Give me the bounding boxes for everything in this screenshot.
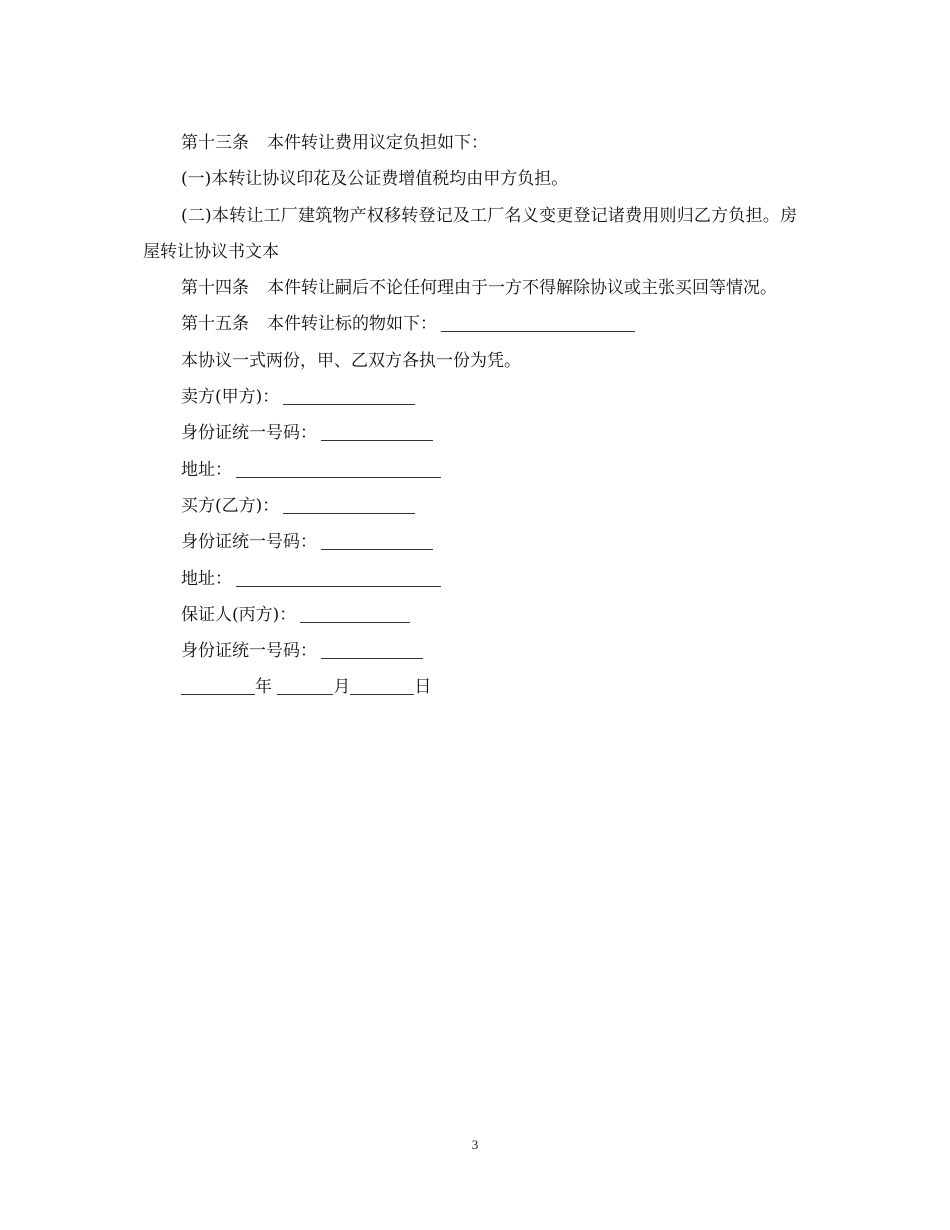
article-14-text: 本件转让嗣后不论任何理由于一方不得解除协议或主张买回等情况。: [267, 278, 777, 299]
buyer-address-line: [143, 561, 803, 597]
day-label: 日: [414, 677, 432, 698]
article-13: [143, 125, 803, 161]
date-line: [143, 669, 803, 705]
year-label: 年: [255, 677, 272, 698]
month-blank[interactable]: [277, 676, 333, 695]
article-14: [143, 270, 797, 306]
seller-address-label: 地址：: [181, 459, 232, 480]
buyer-line: [143, 488, 803, 524]
page-number: 3: [471, 1137, 479, 1152]
guarantor-label: 保证人(丙方)：: [181, 604, 297, 625]
buyer-address-label: 地址：: [181, 568, 232, 589]
article-15: [143, 306, 803, 342]
month-label: 月: [333, 677, 351, 698]
guarantor-id-label: 身份证统一号码：: [181, 641, 317, 662]
copies-statement: 本协议一式两份，甲、乙双方各执一份为凭。: [181, 350, 521, 371]
buyer-blank[interactable]: [283, 495, 415, 514]
seller-blank[interactable]: [283, 386, 415, 405]
article-14-heading: 第十四条: [181, 278, 249, 299]
clause-1: (一)本转让协议印花及公证费增值税均由甲方负担。: [181, 169, 569, 190]
clause-2: (二)本转让工厂建筑物产权移转登记及工厂名义变更登记诸费用则归乙方负担。房屋转让协议书文本: [143, 205, 797, 262]
article-13-heading: 第十三条: [181, 133, 249, 153]
seller-id-blank[interactable]: [321, 422, 433, 441]
seller-id-label: 身份证统一号码：: [181, 423, 317, 444]
buyer-id-label: 身份证统一号码：: [181, 532, 317, 553]
buyer-id-line: [143, 524, 803, 560]
buyer-label: 买方(乙方)：: [181, 495, 280, 516]
article-15-heading: 第十五条: [181, 314, 249, 335]
seller-address-blank[interactable]: [236, 459, 441, 478]
guarantor-line: [143, 597, 803, 633]
seller-address-line: [143, 452, 803, 488]
year-blank[interactable]: [181, 676, 255, 695]
seller-id-line: [143, 415, 803, 451]
seller-line: [143, 379, 803, 415]
document-body: [143, 125, 803, 706]
guarantor-blank[interactable]: [300, 604, 410, 623]
guarantor-id-line: [143, 633, 803, 669]
subject-matter-blank[interactable]: [441, 313, 635, 332]
article-13-text: 本件转让费用议定负担如下：: [267, 133, 488, 153]
buyer-id-blank[interactable]: [321, 531, 433, 550]
guarantor-id-blank[interactable]: [321, 640, 423, 659]
buyer-address-blank[interactable]: [236, 568, 441, 587]
day-blank[interactable]: [350, 676, 414, 695]
seller-label: 卖方(甲方)：: [181, 387, 280, 408]
article-15-text: 本件转让标的物如下：: [267, 314, 437, 335]
